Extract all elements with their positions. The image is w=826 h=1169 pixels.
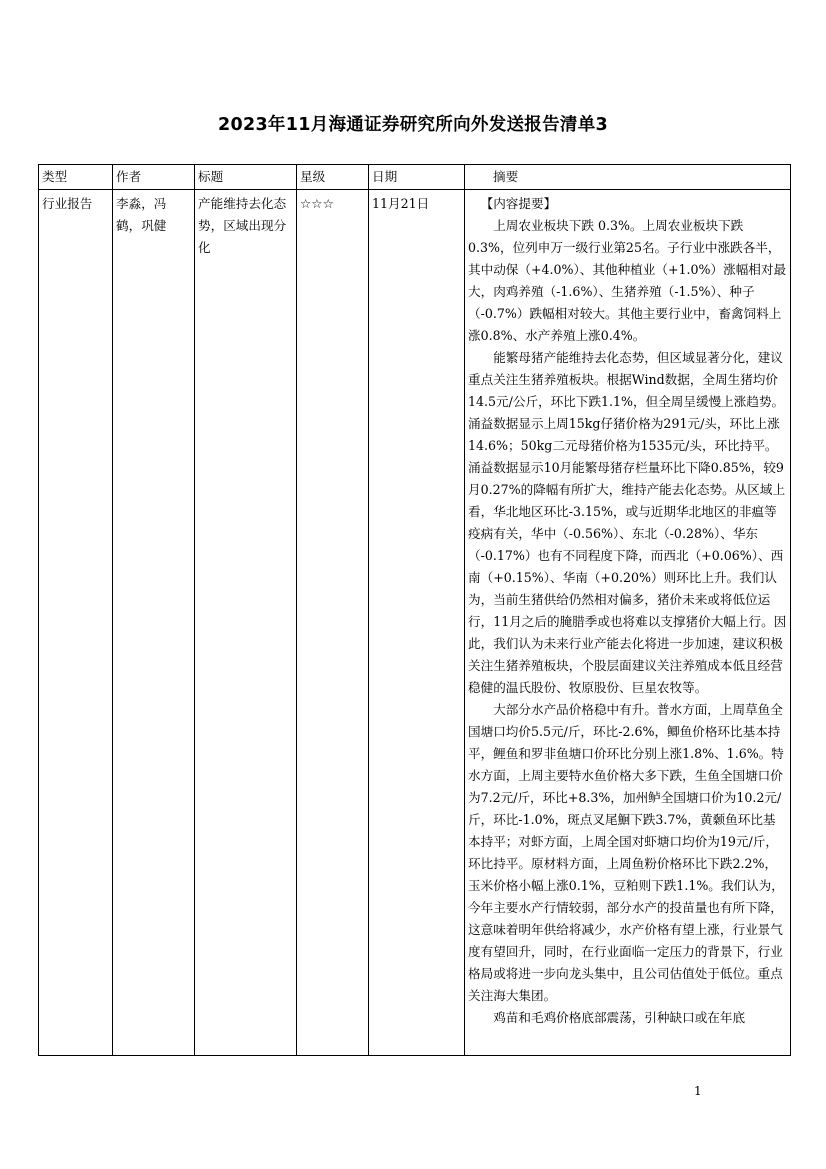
cell-date: 11月21日	[369, 190, 465, 1056]
table-row	[39, 190, 791, 1056]
cell-star-rating: ☆☆☆	[297, 190, 369, 1056]
cell-type: 行业报告	[39, 190, 113, 1056]
header-abstract: 摘要	[465, 165, 791, 190]
header-date: 日期	[369, 165, 465, 190]
cell-abstract	[465, 190, 791, 1056]
page-number: 1	[694, 1084, 702, 1098]
abstract-paragraph-poultry: 鸡苗和毛鸡价格底部震荡，引种缺口或在年底	[493, 1010, 746, 1025]
abstract-paragraph-hog: 能繁母猪产能维持去化态势，但区域显著分化，建议重点关注生猪养殖板块。根据Wind数据，全周生猪均价14.5元/公斤，环比下跌1.1%，但全周呈缓慢上涨趋势。涌益数据显示上周15kg仔猪价格为291元/头，环比上涨14.6%；50kg二元母猪价格为1535元/头，环比持平。涌益数据显示10月能繁母猪存栏量环比下降0.85%，较9月0.27%的降幅有所扩大，维持产能去化态势。从区域上看，华北地区环比-3.15%，或与近期华北地区的非瘟等疫病有关，华中（-0.56%）、东北（-0.28%）、华东（-0.17%）也有不同程度下降，而西北（+0.06%）、西南（+0.15%）、华南（+0.20%）则环比上升。我们认为，当前生猪供给仍然相对偏多，猪价未来或将低位运行，11月之后的腌腊季或也将难以支撑猪价大幅上行。因此，我们认为未来行业产能去化将进一步加速，建议积极关注生猪养殖板块，个股层面建议关注养殖成本低且经营稳健的温氏股份、牧原股份、巨星农牧等。	[468, 350, 787, 695]
header-title: 标题	[195, 165, 297, 190]
page-title: 2023年11月海通证券研究所向外发送报告清单3	[218, 115, 608, 135]
header-type: 类型	[39, 165, 113, 190]
header-rating: 星级	[297, 165, 369, 190]
cell-authors: 李淼，冯鹤，巩健	[113, 190, 195, 1056]
abstract-paragraph-aquatic: 大部分水产品价格稳中有升。普水方面，上周草鱼全国塘口均价5.5元/斤，环比-2.6%，鲫鱼价格环比基本持平，鲤鱼和罗非鱼塘口价环比分别上涨1.8%、1.6%。特水方面，上周主要特水鱼价格大多下跌，生鱼全国塘口价为7.2元/斤，环比+8.3%，加州鲈全国塘口价为10.2元/斤，环比-1.0%，斑点叉尾鮰下跌3.7%，黄颡鱼环比基本持平；对虾方面，上周全国对虾塘口均价为19元/斤，环比持平。原材料方面，上周鱼粉价格环比下跌2.2%，玉米价格小幅上涨0.1%，豆粕则下跌1.1%。我们认为，今年主要水产行情较弱，部分水产的投苗量也有所下降，这意味着明年供给将减少，水产价格有望上涨，行业景气度有望回升，同时，在行业面临一定压力的背景下，行业格局或将进一步向龙头集中，且公司估值处于低位。重点关注海大集团。	[468, 702, 784, 1003]
report-list-table	[38, 164, 791, 1056]
cell-report-title: 产能维持去化态势，区域出现分化	[195, 190, 297, 1056]
abstract-paragraph-market: 上周农业板块下跌 0.3%。上周农业板块下跌0.3%，位列申万一级行业第25名。子行业中涨跌各半，其中动保（+4.0%）、其他种植业（+1.0%）涨幅相对最大，肉鸡养殖（-1.6%）、生猪养殖（-1.5%）、种子（-0.7%）跌幅相对较大。其他主要行业中，畜禽饲料上涨0.8%、水产养殖上涨0.4%。	[468, 218, 787, 343]
table-header-row	[39, 165, 791, 190]
abstract-heading: 【内容提要】	[480, 196, 557, 211]
header-author: 作者	[113, 165, 195, 190]
